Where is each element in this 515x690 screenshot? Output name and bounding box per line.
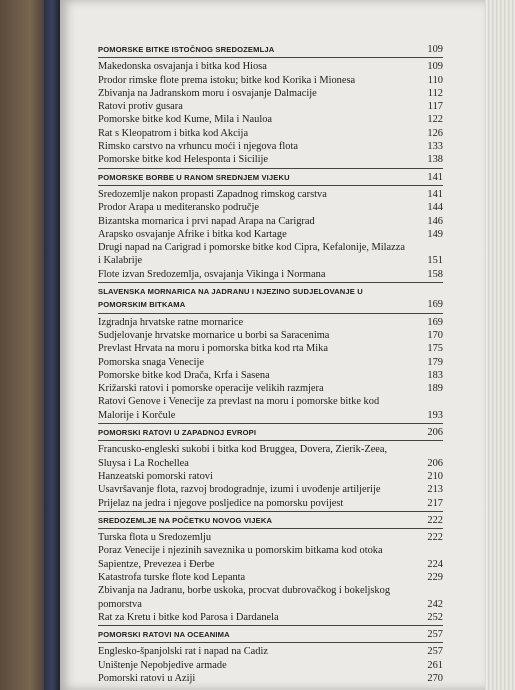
entry-page-number: 151 [427, 255, 443, 267]
toc-entry [98, 188, 443, 201]
entry-title: Hanzeatski pomorski ratovi [98, 470, 213, 482]
section-title: POMORSKE BORBE U RANOM SREDNJEM VIJEKU [98, 172, 290, 182]
entry-page-number: 175 [427, 343, 443, 355]
entry-title: Uništenje Nepobjedive armade [98, 659, 227, 671]
entry-title: Rimsko carstvo na vrhuncu moći i njegova flota [98, 141, 298, 153]
entry-title: Pomorske bitke kod Kume, Mila i Nauloa [98, 114, 273, 126]
toc-entry [98, 470, 443, 483]
book-spine [44, 0, 60, 690]
entry-page-number: 149 [427, 228, 443, 240]
toc-entry [98, 645, 443, 658]
toc-entry [98, 531, 443, 544]
section-heading [98, 511, 443, 529]
entry-title: Ratovi Genove i Venecije za prevlast na moru i pomorske bitke kod Malorije i Korčule [98, 396, 380, 421]
toc-entry [98, 100, 443, 113]
entry-page-number: 109 [427, 61, 443, 73]
entry-page-number: 133 [427, 141, 443, 153]
entry-page-number: 229 [427, 571, 443, 583]
toc-entry [98, 60, 443, 73]
section-page-number: 257 [427, 629, 443, 641]
entry-title: Zbivanja na Jadranu, borbe uskoka, procvat dubrovačkog i bokeljskog pomorstva [98, 585, 391, 610]
toc-entry [98, 228, 443, 241]
toc-entry [98, 153, 443, 166]
toc-entry [98, 127, 443, 140]
entry-title: Prevlast Hrvata na moru i pomorska bitka kod rta Mika [98, 343, 328, 355]
section-heading [98, 168, 443, 186]
entry-page-number: 222 [427, 532, 443, 544]
toc-entry [98, 544, 443, 571]
toc-entry [98, 113, 443, 126]
toc-entry [98, 584, 443, 611]
entry-page-number: 110 [427, 74, 443, 86]
section-page-number: 141 [427, 171, 443, 183]
entry-page-number: 183 [427, 369, 443, 381]
entry-page-number: 270 [427, 673, 443, 685]
entry-page-number: 122 [427, 114, 443, 126]
toc-entry [98, 497, 443, 510]
toc-entry [98, 342, 443, 355]
entry-page-number: 112 [427, 87, 443, 99]
toc-entry [98, 443, 443, 470]
section-heading [98, 423, 443, 441]
entry-title: Pomorska snaga Venecije [98, 356, 204, 368]
entry-title: Izgradnja hrvatske ratne mornarice [98, 316, 244, 328]
toc-entry [98, 215, 443, 228]
entry-title: Sudjelovanje hrvatske mornarice u borbi sa Saracenima [98, 329, 330, 341]
toc-entry [98, 268, 443, 281]
section-page-number: 109 [427, 44, 443, 55]
toc-entry [98, 395, 443, 422]
entry-page-number: 242 [427, 598, 443, 610]
entry-title: Drugi napad na Carigrad i pomorske bitke kod Cipra, Kefalonije, Milazza i Kalabrije [98, 242, 406, 267]
entry-title: Englesko-španjolski rat i napad na Cadiz [98, 646, 268, 658]
book-cover [0, 0, 50, 690]
toc-entry [98, 356, 443, 369]
entry-page-number: 117 [427, 101, 443, 113]
entry-title: Pomorske bitke kod Drača, Krfa i Sasena [98, 369, 270, 381]
section-title: SREDOZEMLJE NA POČETKU NOVOG VIJEKA [98, 515, 273, 525]
toc-entry [98, 140, 443, 153]
section-title: POMORSKI RATOVI NA OCEANIMA [98, 630, 230, 640]
section-title: SLAVENSKA MORNARICA NA JADRANU I NJEZINO SUDJELOVANJE U POMORSKIM BITKAMA [98, 287, 363, 310]
toc-entry [98, 672, 443, 685]
toc-entry [98, 87, 443, 100]
entry-page-number: 144 [427, 202, 443, 214]
entry-page-number: 224 [427, 558, 443, 570]
entry-page-number: 213 [427, 484, 443, 496]
entry-title: Francusko-engleski sukobi i bitka kod Bruggea, Dovera, Zierik-Zeea, Sluysa i La Rochellea [98, 444, 388, 469]
entry-title: Križarski ratovi i pomorske operacije velikih razmjera [98, 383, 324, 395]
entry-title: Prodor rimske flote prema istoku; bitke kod Korika i Mionesa [98, 74, 356, 86]
toc-entry [98, 382, 443, 395]
entry-page-number: 179 [427, 356, 443, 368]
entry-page-number: 169 [427, 316, 443, 328]
toc-entry [98, 611, 443, 624]
entry-page-number: 252 [427, 611, 443, 623]
toc-entry [98, 483, 443, 496]
entry-page-number: 261 [427, 659, 443, 671]
entry-page-number: 206 [427, 457, 443, 469]
toc-entry [98, 571, 443, 584]
entry-title: Poraz Venecije i njezinih saveznika u pomorskim bitkama kod otoka Sapientze, Prevezea i Đerbe [98, 545, 383, 570]
section-page-number: 206 [427, 427, 443, 439]
entry-page-number: 158 [427, 268, 443, 280]
entry-title: Pomorske bitke kod Helesponta i Sicilije [98, 154, 268, 166]
toc-entry [98, 659, 443, 672]
entry-page-number: 170 [427, 329, 443, 341]
entry-page-number: 126 [427, 127, 443, 139]
section-page-number: 222 [427, 514, 443, 526]
page-edges [485, 0, 515, 690]
toc-entry [98, 316, 443, 329]
entry-title: Usavršavanje flota, razvoj brodogradnje, izumi i uvođenje artiljerije [98, 484, 381, 496]
entry-page-number: 138 [427, 154, 443, 166]
entry-title: Zbivanja na Jadranskom moru i osvajanje Dalmacije [98, 87, 317, 99]
toc-entry [98, 74, 443, 87]
entry-title: Arapsko osvajanje Afrike i bitka kod Kartage [98, 228, 287, 240]
entry-title: Turska flota u Sredozemlju [98, 532, 212, 544]
entry-title: Katastrofa turske flote kod Lepanta [98, 571, 246, 583]
section-heading [98, 625, 443, 643]
entry-page-number: 146 [427, 215, 443, 227]
entry-page-number: 217 [427, 497, 443, 509]
entry-title: Prijelaz na jedra i njegove posljedice na pomorsku povijest [98, 497, 344, 509]
toc-entry [98, 201, 443, 214]
entry-page-number: 193 [427, 409, 443, 421]
section-title: POMORSKI RATOVI U ZAPADNOJ EVROPI [98, 428, 257, 438]
toc-entry [98, 369, 443, 382]
entry-title: Prodor Arapa u mediteransko područje [98, 202, 260, 214]
section-page-number: 169 [427, 299, 443, 311]
entry-title: Bizantska mornarica i prvi napad Arapa na Carigrad [98, 215, 315, 227]
section-heading [98, 282, 443, 314]
entry-title: Pomorski ratovi u Aziji [98, 673, 196, 685]
toc-entry [98, 241, 443, 268]
section-heading [98, 41, 443, 58]
entry-title: Makedonska osvajanja i bitka kod Hiosa [98, 61, 267, 73]
toc-entry [98, 329, 443, 342]
entry-title: Sredozemlje nakon propasti Zapadnog rimskog carstva [98, 188, 327, 200]
section-title: POMORSKE BITKE ISTOČNOG SREDOZEMLJA [98, 45, 275, 54]
entry-page-number: 141 [427, 188, 443, 200]
table-of-contents [98, 40, 443, 685]
entry-title: Rat s Kleopatrom i bitka kod Akcija [98, 127, 249, 139]
entry-page-number: 257 [427, 646, 443, 658]
entry-page-number: 210 [427, 470, 443, 482]
entry-title: Rat za Kretu i bitke kod Parosa i Dardanela [98, 611, 279, 623]
entry-title: Flote izvan Sredozemlja, osvajanja Vikinga i Normana [98, 268, 326, 280]
entry-page-number: 189 [427, 383, 443, 395]
entry-title: Ratovi protiv gusara [98, 101, 183, 113]
